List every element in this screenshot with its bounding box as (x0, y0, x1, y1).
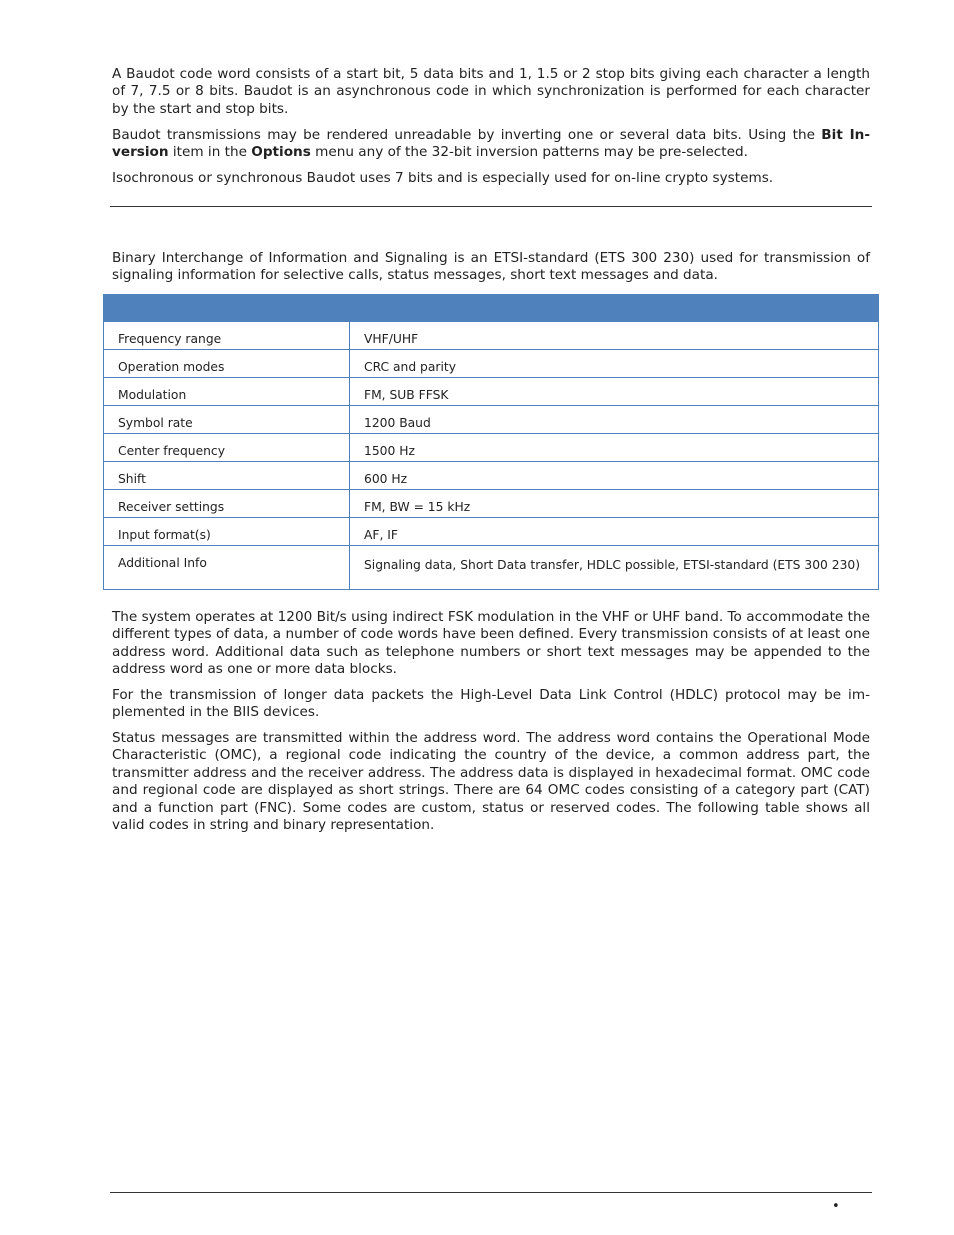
baudot-paragraph-2 (112, 127, 870, 162)
biis-paragraph-3: Status messages are transmitted within the address word. The address word contains the Operational Mode Characteristic (OMC), a regional code indicating the country of the device, a common address part, the transmitter address and the receiver address. The address data is displayed in hexadecimal format. OMC code and regional code are displayed as short strings. There are 64 OMC codes consisting of a category part (CAT) and a function part (FNC). Some codes are custom, status or reserved codes. The following table shows all valid codes in string and binary representation. (112, 730, 870, 834)
baudot-paragraph-1: A Baudot code word consists of a start bit, 5 data bits and 1, 1.5 or 2 stop bits giving each character a length of 7, 7.5 or 8 bits. Baudot is an asynchronous code in which synchronization is performed for each character by the start and stop bits. (112, 66, 870, 117)
table-row (104, 462, 879, 490)
spec-value: FM, BW = 15 kHz (350, 490, 879, 518)
table-row (104, 350, 879, 378)
spec-key: Modulation (104, 378, 350, 406)
table-row (104, 434, 879, 462)
spec-key: Receiver settings (104, 490, 350, 518)
table-row (104, 546, 879, 590)
table-header-bar (104, 295, 879, 322)
spec-key: Frequency range (104, 322, 350, 350)
spec-key: Center frequency (104, 434, 350, 462)
table-row (104, 322, 879, 350)
biis-specs-table (103, 294, 879, 590)
spec-key: Symbol rate (104, 406, 350, 434)
biis-intro: Binary Interchange of Information and Signaling is an ETSI-standard (ETS 300 230) used for transmission of signaling information for selective calls, status messages, short text messages and data. (112, 250, 870, 284)
table-row (104, 378, 879, 406)
biis-paragraph-2: For the transmission of longer data packets the High-Level Data Link Control (HDLC) protocol may be implemented in the BIIS devices. (112, 687, 870, 721)
section-divider (110, 206, 872, 207)
text-run: menu any of the 32-bit inversion patterns may be pre-selected. (310, 144, 748, 161)
spec-value: 1200 Baud (350, 406, 879, 434)
table-row (104, 518, 879, 546)
table-row (104, 490, 879, 518)
spec-value: CRC and parity (350, 350, 879, 378)
spec-key: Shift (104, 462, 350, 490)
options-menu-term: Options (251, 144, 311, 161)
biis-paragraph-1: The system operates at 1200 Bit/s using indirect FSK modulation in the VHF or UHF band. To accommodate the different types of data, a number of code words have been defined. Every transmission consists of at least one address word. Additional data such as telephone numbers or short text messages may be appended to the address word as one or more data blocks. (112, 609, 870, 678)
spec-key: Input format(s) (104, 518, 350, 546)
table-row (104, 406, 879, 434)
table-header-cell (104, 295, 879, 322)
text-run: item in the (168, 144, 252, 161)
spec-value: AF, IF (350, 518, 879, 546)
baudot-paragraph-3: Isochronous or synchronous Baudot uses 7 bits and is especially used for on-line crypto systems. (112, 170, 774, 186)
spec-value: Signaling data, Short Data transfer, HDLC possible, ETSI-standard (ETS 300 230) (350, 546, 879, 590)
bit-inversion-term: Bit Inversion (112, 127, 870, 161)
spec-value: VHF/UHF (350, 322, 879, 350)
spec-key: Operation modes (104, 350, 350, 378)
footer-bullet: • (832, 1199, 840, 1214)
footer-rule (110, 1192, 872, 1193)
spec-value: FM, SUB FFSK (350, 378, 879, 406)
spec-value: 600 Hz (350, 462, 879, 490)
text-run: Baudot transmissions may be rendered unreadable by inverting one or several data bits. Using the (112, 127, 822, 143)
spec-value: 1500 Hz (350, 434, 879, 462)
spec-key: Additional Info (104, 546, 350, 590)
